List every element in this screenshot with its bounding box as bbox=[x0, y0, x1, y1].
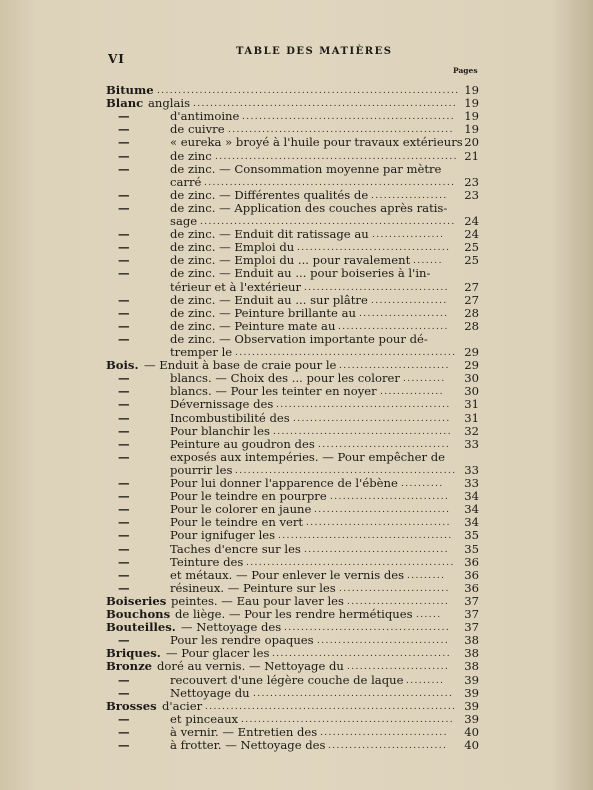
dot-leader: ..................... bbox=[359, 308, 449, 319]
dot-leader: .................................................. bbox=[241, 714, 455, 725]
page-ref: 37 bbox=[464, 607, 479, 621]
entry-text: à vernir. — Entretien des bbox=[170, 724, 318, 739]
dot-leader: ...... bbox=[416, 610, 442, 620]
dot-leader: ................................................. bbox=[246, 557, 455, 568]
page-ref: 33 bbox=[464, 476, 479, 490]
entry-text: Pour le teindre en vert bbox=[170, 515, 304, 530]
ditto-dash: — bbox=[118, 711, 130, 726]
entry-text: de zinc. — Observation importante pour dé- bbox=[170, 331, 428, 346]
dot-leader: ........................ bbox=[347, 662, 450, 673]
entry-heading: Briques. bbox=[106, 646, 161, 661]
entry-text: et pinceaux bbox=[170, 711, 239, 726]
ditto-dash: — bbox=[118, 476, 130, 490]
ditto-dash: — bbox=[118, 554, 130, 569]
dot-leader: .......................................... bbox=[273, 426, 452, 437]
entry-text: doré au vernis. — Nettoyage du bbox=[157, 659, 344, 674]
page-ref: 25 bbox=[464, 253, 479, 268]
ditto-dash: — bbox=[118, 305, 130, 320]
ditto-dash: — bbox=[118, 541, 130, 556]
dot-leader: ................................ bbox=[314, 505, 451, 516]
page-ref: 36 bbox=[464, 567, 479, 582]
entry-text: Taches d'encre sur les bbox=[170, 541, 301, 556]
ditto-dash: — bbox=[118, 567, 130, 582]
dot-leader: ............................... bbox=[318, 439, 451, 450]
ditto-dash: — bbox=[118, 253, 130, 268]
dot-leader: ..................................................... bbox=[228, 125, 454, 136]
dot-leader: ....................................................................... bbox=[157, 86, 460, 96]
page-ref: 27 bbox=[464, 279, 479, 294]
entry-heading: Bouchons bbox=[106, 607, 171, 621]
page-ref: 19 bbox=[464, 96, 479, 111]
page-ref: 34 bbox=[464, 515, 479, 530]
page-ref: 38 bbox=[464, 633, 479, 648]
dot-leader: .............................................................. bbox=[193, 99, 458, 110]
page-ref: 31 bbox=[464, 397, 479, 412]
page-ref: 36 bbox=[464, 554, 479, 569]
dot-leader: .......................................... bbox=[272, 649, 451, 660]
ditto-dash: — bbox=[118, 161, 130, 176]
entry-text: et métaux. — Pour enlever le vernis des bbox=[170, 567, 405, 582]
entry-text: pourrir les bbox=[170, 462, 233, 477]
dot-leader: ......... bbox=[406, 675, 445, 686]
page-ref: 31 bbox=[464, 410, 479, 425]
dot-leader: ....... bbox=[413, 256, 443, 267]
page-ref: 33 bbox=[464, 462, 479, 477]
dot-leader: ......................................... bbox=[278, 531, 453, 542]
ditto-dash: — bbox=[118, 148, 130, 163]
page-ref: 29 bbox=[464, 358, 479, 373]
dot-leader: .......................... bbox=[339, 361, 450, 372]
entry-text: « eureka » broyé à l'huile pour travaux extérieurs bbox=[170, 135, 463, 150]
entry-text: de zinc. — Enduit dit ratissage au bbox=[170, 227, 369, 242]
toc-entry bbox=[0, 738, 593, 753]
ditto-dash: — bbox=[118, 436, 130, 451]
page-ref: 38 bbox=[464, 659, 479, 674]
ditto-dash: — bbox=[118, 580, 130, 595]
entry-text: blancs. — Choix des ... pour les colorer bbox=[170, 371, 400, 386]
entry-heading: Brosses bbox=[106, 698, 157, 713]
entry-heading: Bitume bbox=[106, 83, 154, 97]
ditto-dash: — bbox=[118, 449, 130, 464]
page-ref: 19 bbox=[464, 122, 479, 137]
entry-text: de liège. — Pour les rendre hermétiques bbox=[175, 607, 413, 621]
dot-leader: ......... bbox=[407, 570, 446, 581]
ditto-dash: — bbox=[118, 489, 130, 504]
entry-text: — Enduit à base de craie pour le bbox=[144, 358, 337, 373]
dot-leader: .............................. bbox=[320, 727, 448, 738]
ditto-dash: — bbox=[118, 331, 130, 346]
entry-heading: Boiseries bbox=[106, 593, 167, 608]
pages-column-label: Pages bbox=[453, 66, 478, 75]
entry-text: Pour le colorer en jaune bbox=[170, 502, 312, 517]
ditto-dash: — bbox=[118, 371, 130, 386]
ditto-dash: — bbox=[118, 515, 130, 530]
dot-leader: ......................................... bbox=[276, 400, 451, 411]
entry-text: tremper le bbox=[170, 345, 233, 359]
entry-text: de zinc. — Différentes qualités de bbox=[170, 187, 369, 202]
page-ref: 23 bbox=[464, 187, 479, 202]
ditto-dash: — bbox=[118, 397, 130, 412]
entry-text: Pour blanchir les bbox=[170, 423, 270, 438]
page-ref: 27 bbox=[464, 292, 479, 307]
dot-leader: ........................................................... bbox=[205, 701, 457, 712]
dot-leader: .................................................. bbox=[242, 112, 456, 123]
entry-text: recouvert d'une légère couche de laque bbox=[170, 672, 404, 687]
dot-leader: ............... bbox=[380, 387, 444, 398]
page-ref: 28 bbox=[464, 318, 479, 333]
ditto-dash: — bbox=[118, 187, 130, 202]
page-ref: 24 bbox=[464, 214, 479, 228]
entry-text: peintes. — Eau pour laver les bbox=[171, 593, 344, 608]
page-ref: 30 bbox=[464, 371, 479, 386]
dot-leader: ......................................................... bbox=[215, 151, 458, 162]
ditto-dash: — bbox=[118, 292, 130, 307]
page-ref: 38 bbox=[464, 646, 479, 661]
entry-text: de zinc. — Enduit au ... pour boiseries à l'in- bbox=[170, 266, 431, 281]
ditto-dash: — bbox=[118, 423, 130, 438]
page-ref: 25 bbox=[464, 240, 479, 255]
page-ref: 39 bbox=[464, 711, 479, 726]
page-ref: 40 bbox=[464, 724, 479, 739]
entry-text: d'acier bbox=[162, 698, 203, 713]
entry-text: Nettoyage du bbox=[170, 685, 250, 700]
ditto-dash: — bbox=[118, 266, 130, 281]
entry-text: Dévernissage des bbox=[170, 397, 274, 412]
entry-text: de cuivre bbox=[170, 122, 225, 137]
page-ref: 23 bbox=[464, 174, 479, 189]
entry-text: à frotter. — Nettoyage des bbox=[170, 738, 326, 752]
page-ref: 39 bbox=[464, 672, 479, 687]
page-ref: 19 bbox=[464, 109, 479, 124]
entry-text: de zinc. — Emploi du bbox=[170, 240, 295, 255]
dot-leader: .......... bbox=[403, 374, 446, 385]
ditto-dash: — bbox=[118, 685, 130, 700]
entry-text: d'antimoine bbox=[170, 109, 240, 124]
running-title: TABLE DES MATIÈRES bbox=[236, 46, 393, 57]
entry-text: anglais bbox=[148, 96, 191, 111]
entry-text: Pour les rendre opaques bbox=[170, 633, 314, 648]
entry-text: carré bbox=[170, 174, 202, 189]
ditto-dash: — bbox=[118, 240, 130, 255]
entry-text: de zinc. — Enduit au ... sur plâtre bbox=[170, 292, 368, 307]
entry-text: térieur et à l'extérieur bbox=[170, 279, 302, 294]
entry-text: Pour le teindre en pourpre bbox=[170, 489, 327, 504]
dot-leader: ............................... bbox=[317, 636, 450, 647]
page-ref: 34 bbox=[464, 502, 479, 517]
page-ref: 35 bbox=[464, 541, 479, 556]
ditto-dash: — bbox=[118, 318, 130, 333]
page-ref: 34 bbox=[464, 489, 479, 504]
dot-leader: .................................. bbox=[304, 544, 449, 555]
entry-text: de zinc. — Emploi du ... pour ravalement bbox=[170, 253, 411, 268]
entry-heading: Bouteilles. bbox=[106, 620, 176, 635]
dot-leader: ....................................... bbox=[284, 623, 451, 634]
ditto-dash: — bbox=[118, 410, 130, 425]
dot-leader: ............................ bbox=[330, 492, 450, 503]
entry-text: blancs. — Pour les teinter en noyer bbox=[170, 384, 377, 399]
dot-leader: ................. bbox=[372, 230, 445, 241]
page-ref: 30 bbox=[464, 384, 479, 399]
entry-text: de zinc. — Peinture brillante au bbox=[170, 305, 356, 320]
entry-heading: Bois. bbox=[106, 358, 139, 373]
dot-leader: ............................................... bbox=[253, 688, 454, 699]
dot-leader: .................................................... bbox=[235, 465, 457, 476]
page-ref: 36 bbox=[464, 580, 479, 595]
entry-text: de zinc. — Consommation moyenne par mètre bbox=[170, 161, 442, 176]
ditto-dash: — bbox=[118, 672, 130, 687]
page-number: VI bbox=[108, 52, 125, 66]
dot-leader: .......................... bbox=[338, 321, 449, 332]
dot-leader: .................................................... bbox=[235, 348, 457, 358]
page-ref: 39 bbox=[464, 685, 479, 700]
dot-leader: ........................................................... bbox=[204, 177, 456, 188]
page-ref: 33 bbox=[464, 436, 479, 451]
ditto-dash: — bbox=[118, 135, 130, 150]
entry-text: Pour lui donner l'apparence de l'ébène bbox=[170, 476, 398, 490]
dot-leader: .................. bbox=[371, 295, 448, 306]
page-ref: 20 bbox=[464, 135, 479, 150]
dot-leader: ............................ bbox=[328, 741, 448, 751]
ditto-dash: — bbox=[118, 528, 130, 543]
entry-text: — Pour glacer les bbox=[166, 646, 270, 661]
dot-leader: ............................................................ bbox=[200, 217, 456, 227]
page-ref: 29 bbox=[464, 345, 479, 359]
page-ref: 37 bbox=[464, 593, 479, 608]
entry-text: Incombustibilité des bbox=[170, 410, 290, 425]
entry-text: Peinture au goudron des bbox=[170, 436, 315, 451]
dot-leader: .................................. bbox=[306, 518, 451, 529]
dot-leader: .......................... bbox=[339, 583, 450, 594]
entry-heading: Bronze bbox=[106, 659, 153, 674]
entry-text: Teinture des bbox=[170, 554, 244, 569]
dot-leader: .................................. bbox=[304, 282, 449, 293]
ditto-dash: — bbox=[118, 502, 130, 517]
page-ref: 37 bbox=[464, 620, 479, 635]
entry-text: — Nettoyage des bbox=[181, 620, 282, 635]
page-ref: 35 bbox=[464, 528, 479, 543]
page-ref: 32 bbox=[464, 423, 479, 438]
page-ref: 21 bbox=[464, 148, 479, 163]
dot-leader: .......... bbox=[401, 479, 444, 489]
dot-leader: .................. bbox=[371, 190, 448, 201]
page-ref: 24 bbox=[464, 227, 479, 242]
entry-text: sage bbox=[170, 214, 198, 228]
ditto-dash: — bbox=[118, 724, 130, 739]
entry-heading: Blanc bbox=[106, 96, 144, 111]
ditto-dash: — bbox=[118, 200, 130, 215]
entry-text: de zinc bbox=[170, 148, 212, 163]
entry-text: exposés aux intempéries. — Pour empêcher de bbox=[170, 449, 446, 464]
entry-text: de zinc. — Application des couches après ratis- bbox=[170, 200, 448, 215]
entry-text: Pour ignifuger les bbox=[170, 528, 276, 543]
dot-leader: ........................ bbox=[347, 596, 450, 607]
entry-text: de zinc. — Peinture mate au bbox=[170, 318, 336, 333]
page-ref: 19 bbox=[464, 83, 479, 97]
page-ref: 39 bbox=[464, 698, 479, 713]
entry-text: résineux. — Peinture sur les bbox=[170, 580, 336, 595]
ditto-dash: — bbox=[118, 738, 130, 752]
ditto-dash: — bbox=[118, 109, 130, 124]
dot-leader: .................................... bbox=[297, 243, 451, 254]
dot-leader: ..................................... bbox=[293, 413, 451, 424]
page-ref: 28 bbox=[464, 305, 479, 320]
ditto-dash: — bbox=[118, 384, 130, 399]
page-ref: 40 bbox=[464, 738, 479, 752]
ditto-dash: — bbox=[118, 122, 130, 137]
ditto-dash: — bbox=[118, 227, 130, 242]
ditto-dash: — bbox=[118, 633, 130, 648]
